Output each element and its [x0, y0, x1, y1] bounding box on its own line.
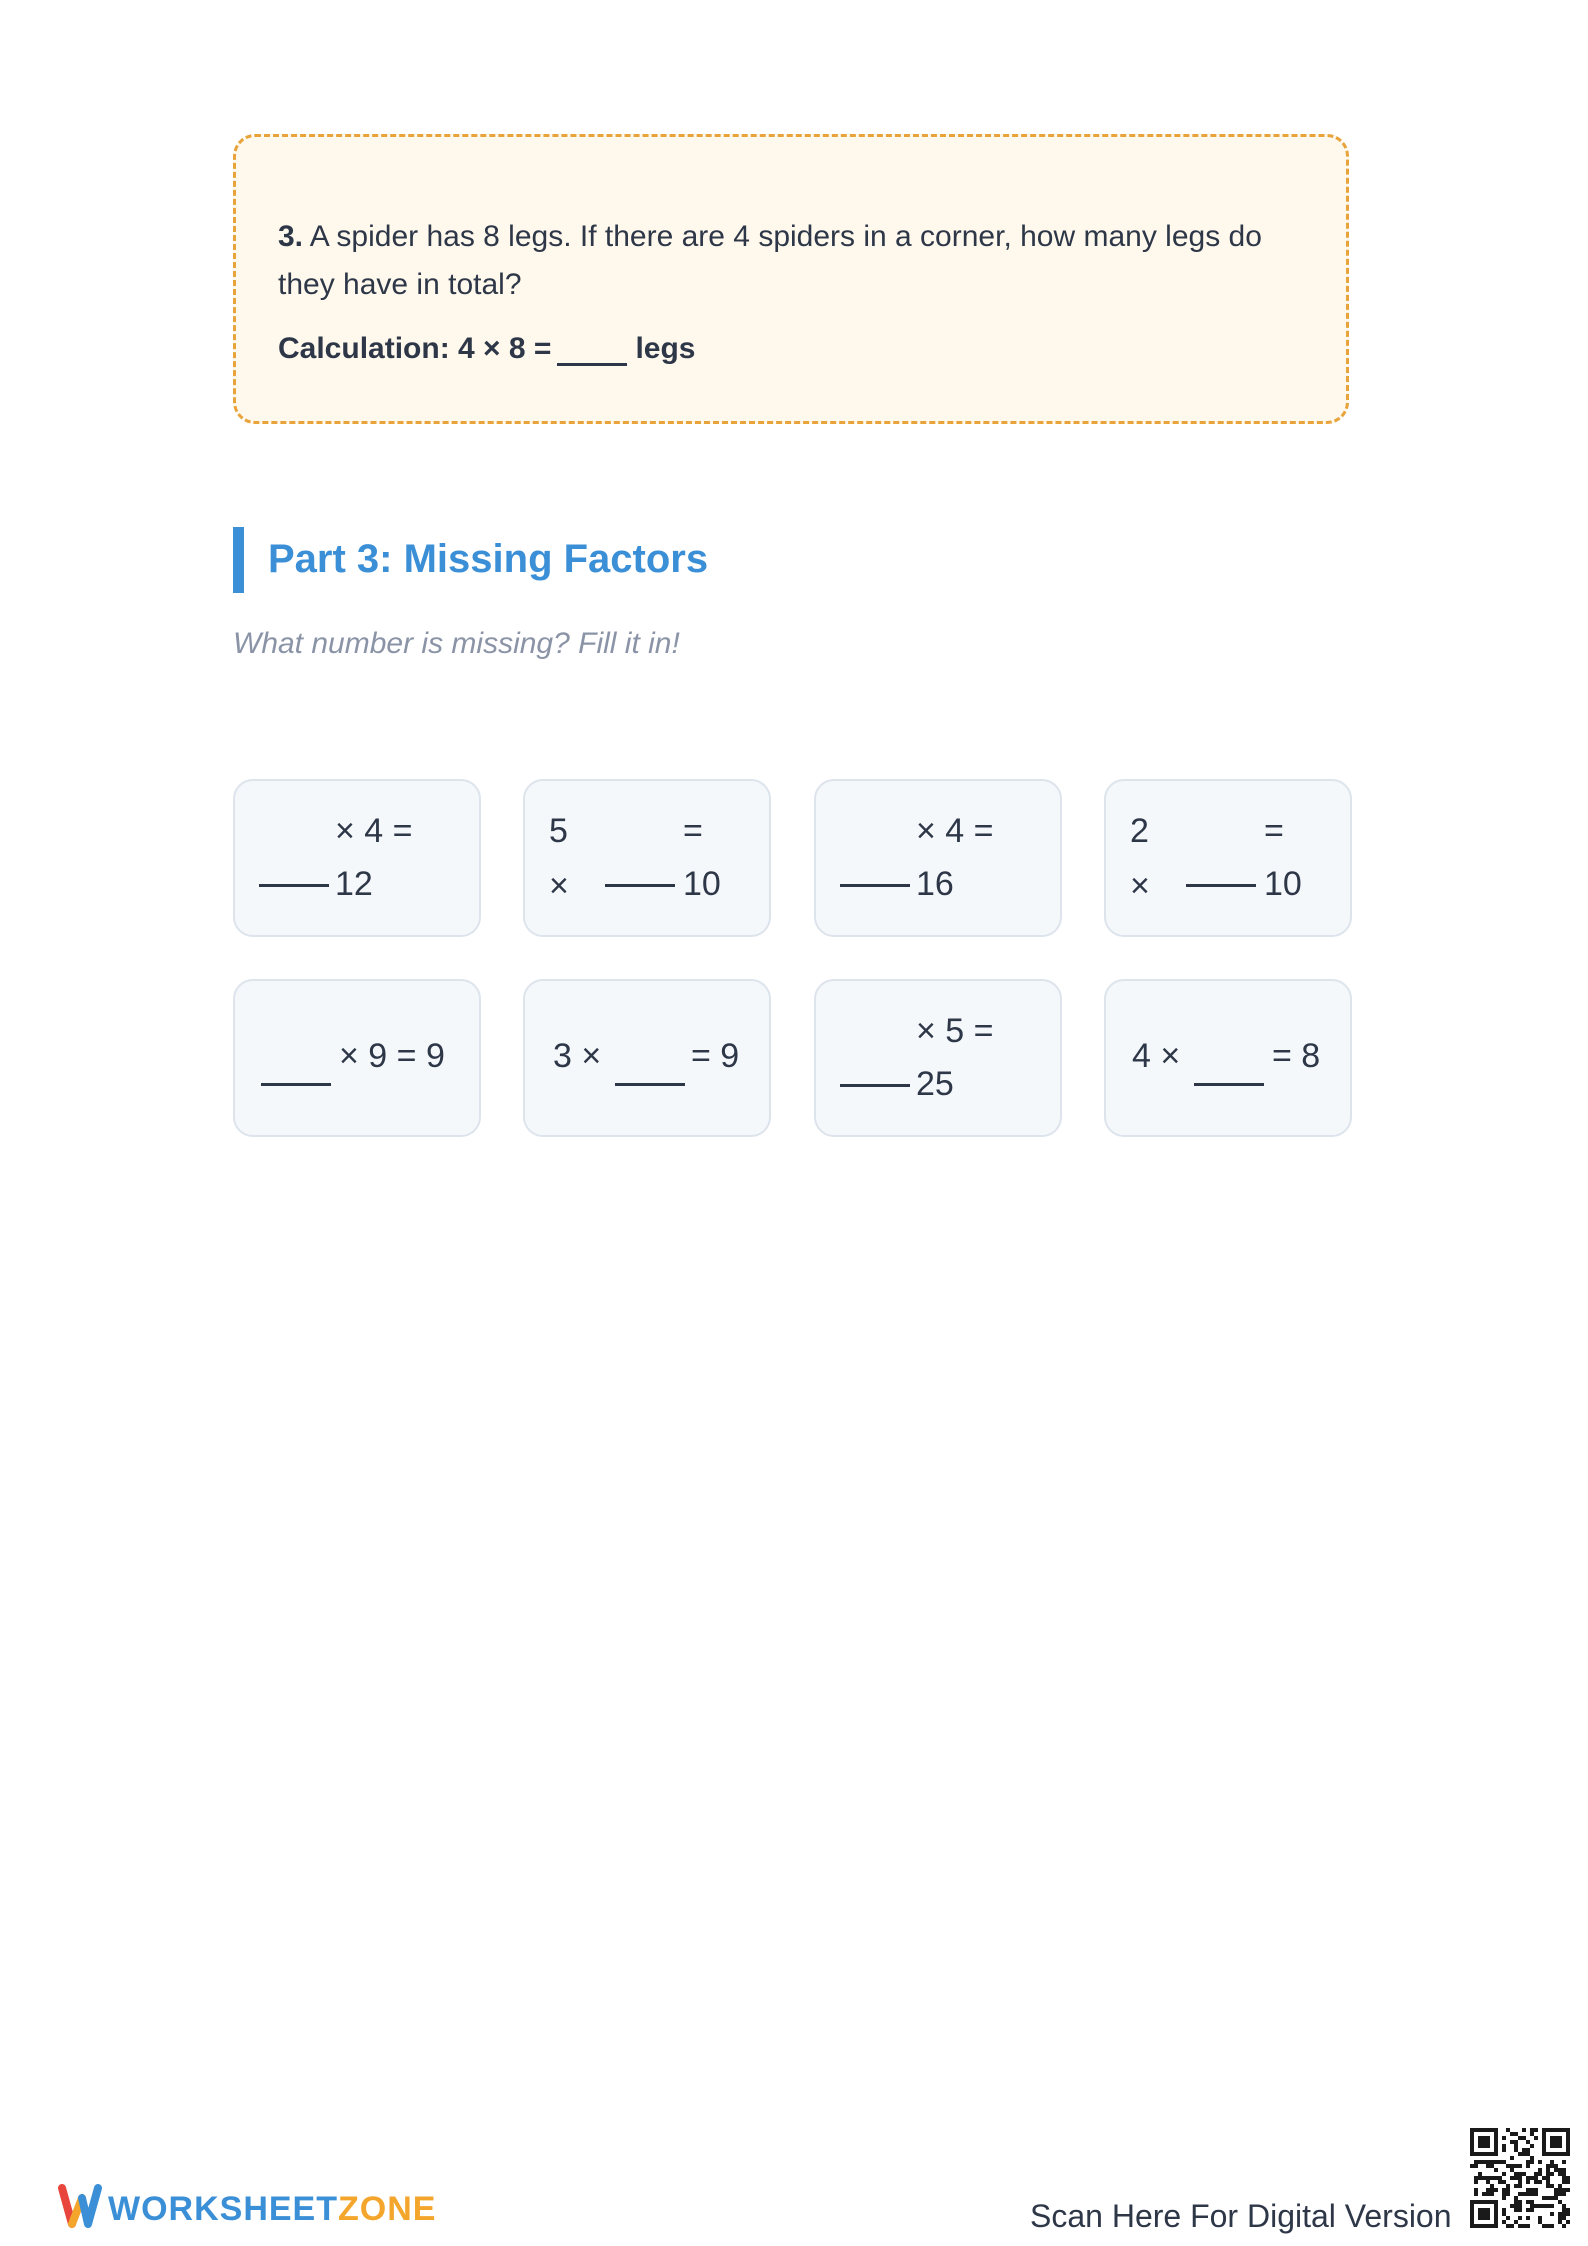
card-factor: 2 — [1130, 812, 1149, 850]
card-result: 10 — [1264, 865, 1302, 903]
missing-factor-blank[interactable] — [605, 884, 675, 887]
brand-name-part2: ZONE — [338, 2190, 437, 2228]
missing-factor-blank[interactable] — [1186, 884, 1256, 887]
problem-card — [233, 779, 481, 937]
problem-card — [1104, 779, 1352, 937]
section-title: Part 3: Missing Factors — [268, 537, 709, 581]
card-result: 25 — [916, 1065, 954, 1103]
worksheetzone-logo-icon — [58, 2180, 102, 2230]
qr-code-icon[interactable] — [1470, 2128, 1570, 2228]
missing-factor-blank[interactable] — [840, 884, 910, 887]
brand-name — [108, 2189, 436, 2229]
card-equation-tail: = 9 — [691, 1037, 740, 1075]
calculation-line — [278, 329, 1306, 369]
card-operator: × 5 = — [916, 1012, 994, 1050]
missing-factor-blank[interactable] — [615, 1083, 685, 1086]
card-result: 12 — [335, 865, 373, 903]
problem-text: A spider has 8 legs. If there are 4 spiders in a corner, how many legs do they have in total? — [278, 220, 1262, 301]
calculation-unit: legs — [635, 332, 696, 365]
problem-card — [814, 779, 1062, 937]
card-result: 16 — [916, 865, 954, 903]
problem-card — [523, 979, 771, 1137]
answer-blank[interactable] — [557, 333, 627, 366]
problem-statement — [278, 213, 1288, 309]
problem-card — [233, 979, 481, 1137]
missing-factor-blank[interactable] — [840, 1084, 910, 1087]
card-equals: = — [1264, 812, 1284, 850]
brand-name-part1: WORKSHEET — [108, 2190, 338, 2228]
section-accent-bar — [233, 527, 244, 593]
missing-factor-blank[interactable] — [259, 884, 329, 887]
section-instruction: What number is missing? Fill it in! — [233, 627, 680, 660]
card-equation-tail: = 8 — [1272, 1037, 1321, 1075]
card-equation-tail: × 9 = 9 — [339, 1037, 445, 1075]
problem-card — [814, 979, 1062, 1137]
scan-caption: Scan Here For Digital Version — [1030, 2198, 1452, 2234]
card-equation-head: 4 × — [1132, 1037, 1181, 1075]
problem-card — [523, 779, 771, 937]
missing-factor-blank[interactable] — [1194, 1083, 1264, 1086]
card-operator: × 4 = — [335, 812, 413, 850]
calculation-label: Calculation: 4 × 8 = — [278, 332, 552, 365]
missing-factor-blank[interactable] — [261, 1083, 331, 1086]
problem-card — [1104, 979, 1352, 1137]
card-equation-head: 3 × — [553, 1037, 602, 1075]
problem-number: 3. — [278, 220, 304, 253]
card-operator: × 4 = — [916, 812, 994, 850]
card-times: × — [1130, 867, 1150, 905]
word-problem-box — [233, 134, 1349, 424]
card-factor: 5 — [549, 812, 568, 850]
card-times: × — [549, 867, 569, 905]
card-equals: = — [683, 812, 703, 850]
card-result: 10 — [683, 865, 721, 903]
